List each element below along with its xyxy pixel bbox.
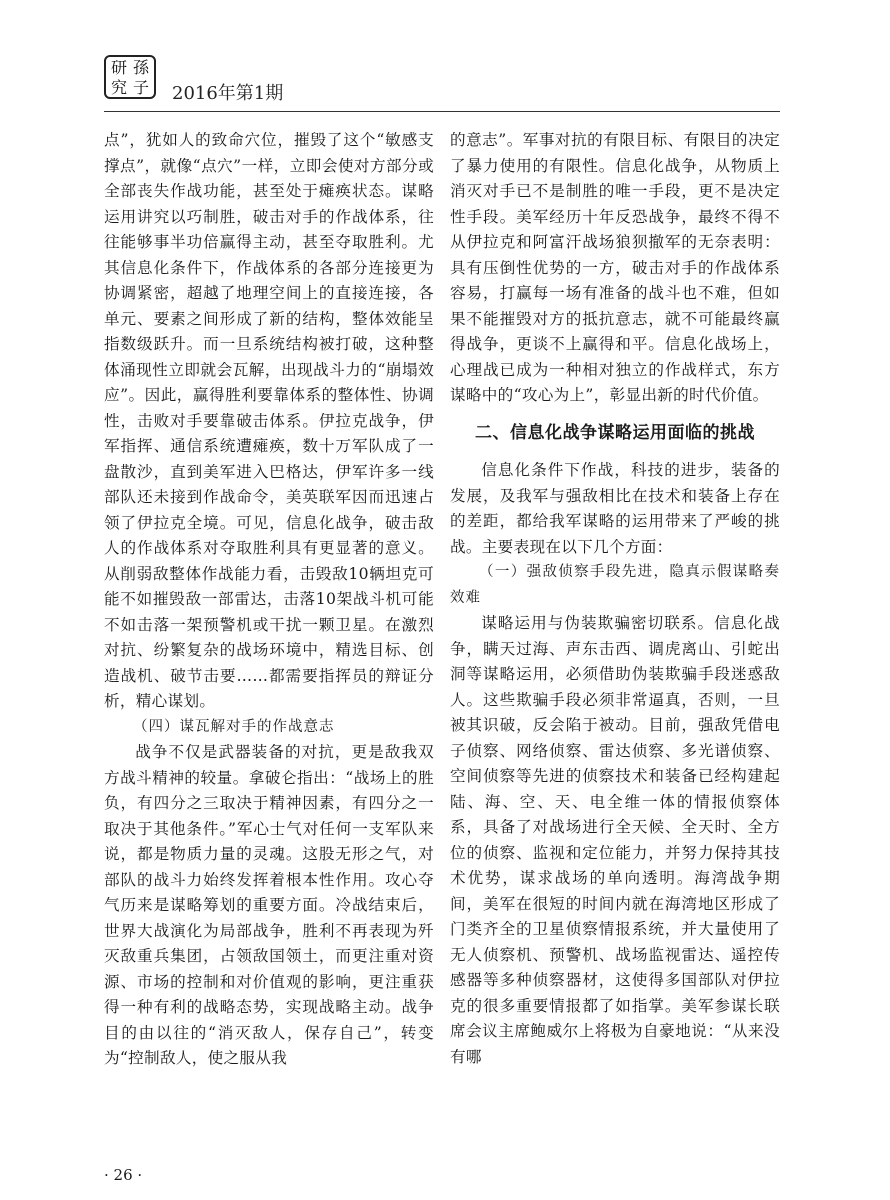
header-divider <box>104 111 780 112</box>
subsection-heading: （四）谋瓦解对手的作战意志 <box>133 718 335 735</box>
right-column <box>450 128 780 1070</box>
journal-logo <box>104 55 156 99</box>
logo-char: 孫 <box>132 58 149 77</box>
body-paragraph: 谋略运用与伪装欺骗密切联系。信息化战争，瞒天过海、声东击西、调虎离山、引蛇出洞等谋略运用，必须借助伪装欺骗手段迷惑敌人。这些欺骗手段必须非常逼真，否则，一旦被其识破，反会陷于被动。目前，强敌凭借电子侦察、网络侦察、雷达侦察、多光谱侦察、空间侦察等先进的侦察技术和装备已经构建起陆、海、空、天、电全维一体的情报侦察体系，具备了对战场进行全天候、全天时、全方位的侦察、监视和定位能力，并努力保持其技术优势，谋求战场的单向透明。海湾战争期间，美军在很短的时间内就在海湾地区形成了门类齐全的卫星侦察情报系统，并大量使用了无人侦察机、预警机、战场监视雷达、遥控传感器等多种侦察器材，这使得多国部队对伊拉克的很多重要情报都了如指掌。美军参谋长联席会议主席鲍威尔上将极为自豪地说：“从来没有哪 <box>450 614 780 1066</box>
logo-char: 究 <box>110 78 127 97</box>
page-header <box>104 55 780 105</box>
body-paragraph: 的意志”。军事对抗的有限目标、有限目的决定了暴力使用的有限性。信息化战争，从物质上消灭对手已不是制胜的唯一手段，更不是决定性手段。美军经历十年反恐战争，最终不得不从伊拉克和阿富汗战场狼狈撤军的无奈表明：具有压倒性优势的一方，破击对手的作战体系容易，打赢每一场有准备的战斗也不难，但如果不能摧毁对方的抵抗意志，就不可能最终赢得战争，更谈不上赢得和平。信息化战场上，心理战已成为一种相对独立的作战样式，东方谋略中的“攻心为上”，彰显出新的时代价值。 <box>450 131 780 404</box>
issue-label: 2016年第1期 <box>172 83 284 104</box>
body-paragraph: 点”，犹如人的致命穴位，摧毁了这个“敏感支撑点”，就像“点穴”一样，立即会使对方部分或全部丧失作战功能，甚至处于瘫痪状态。谋略运用讲究以巧制胜，破击对手的作战体系，往往能够事半功倍赢得主动，甚至夺取胜利。尤其信息化条件下，作战体系的各部分连接更为协调紧密，超越了地理空间上的直接连接，各单元、要素之间形成了新的结构，整体效能呈指数级跃升。而一旦系统结构被打破，这种整体涌现性立即就会瓦解，出现战斗力的“崩塌效应”。因此，赢得胜利要靠体系的整体性、协调性，击败对手要靠破击体系。伊拉克战争，伊军指挥、通信系统遭瘫痪，数十万军队成了一盘散沙，直到美军进入巴格达，伊军许多一线部队还未接到作战命令，美英联军因而迅速占领了伊拉克全境。可见，信息化战争，破击敌人的作战体系对夺取胜利具有更显著的意义。从削弱敌整体作战能力看，击毁敌10辆坦克可能不如摧毁敌一部雷达，击落10架战斗机可能不如击落一架预警机或干扰一颗卫星。在激烈对抗、纷繁复杂的战场环境中，精选目标、创造战机、破节击要……都需要指挥员的辩证分析，精心谋划。 <box>104 131 434 710</box>
section-heading: 二、信息化战争谋略运用面临的挑战 <box>475 422 755 443</box>
body-paragraph: 信息化条件下作战，科技的进步，装备的发展，及我军与强敌相比在技术和装备上存在的差距，都给我军谋略的运用带来了严峻的挑战。主要表现在以下几个方面： <box>450 461 780 556</box>
body-paragraph: 战争不仅是武器装备的对抗，更是敌我双方战斗精神的较量。拿破仑指出：“战场上的胜负，有四分之三取决于精神因素，有四分之一取决于其他条件。”军心士气对任何一支军队来说，都是物质力量的灵魂。这股无形之气，对部队的战斗力始终发挥着根本性作用。攻心夺气历来是谋略筹划的重要方面。冷战结束后，世界大战演化为局部战争，胜利不再表现为歼灭敌重兵集团，占领敌国领土，而更注重对资源、市场的控制和对价值观的影响，更注重获得一种有利的战略态势，实现战略主动。战争目的由以往的“消灭敌人，保存自己”，转变为“控制敌人，使之服从我 <box>104 743 434 1067</box>
page-number: · 26 · <box>104 1166 143 1184</box>
left-column <box>104 128 434 1072</box>
logo-char: 子 <box>132 78 149 97</box>
subsection-heading: （一）强敌侦察手段先进，隐真示假谋略奏效难 <box>450 564 780 606</box>
logo-char: 研 <box>110 58 127 77</box>
